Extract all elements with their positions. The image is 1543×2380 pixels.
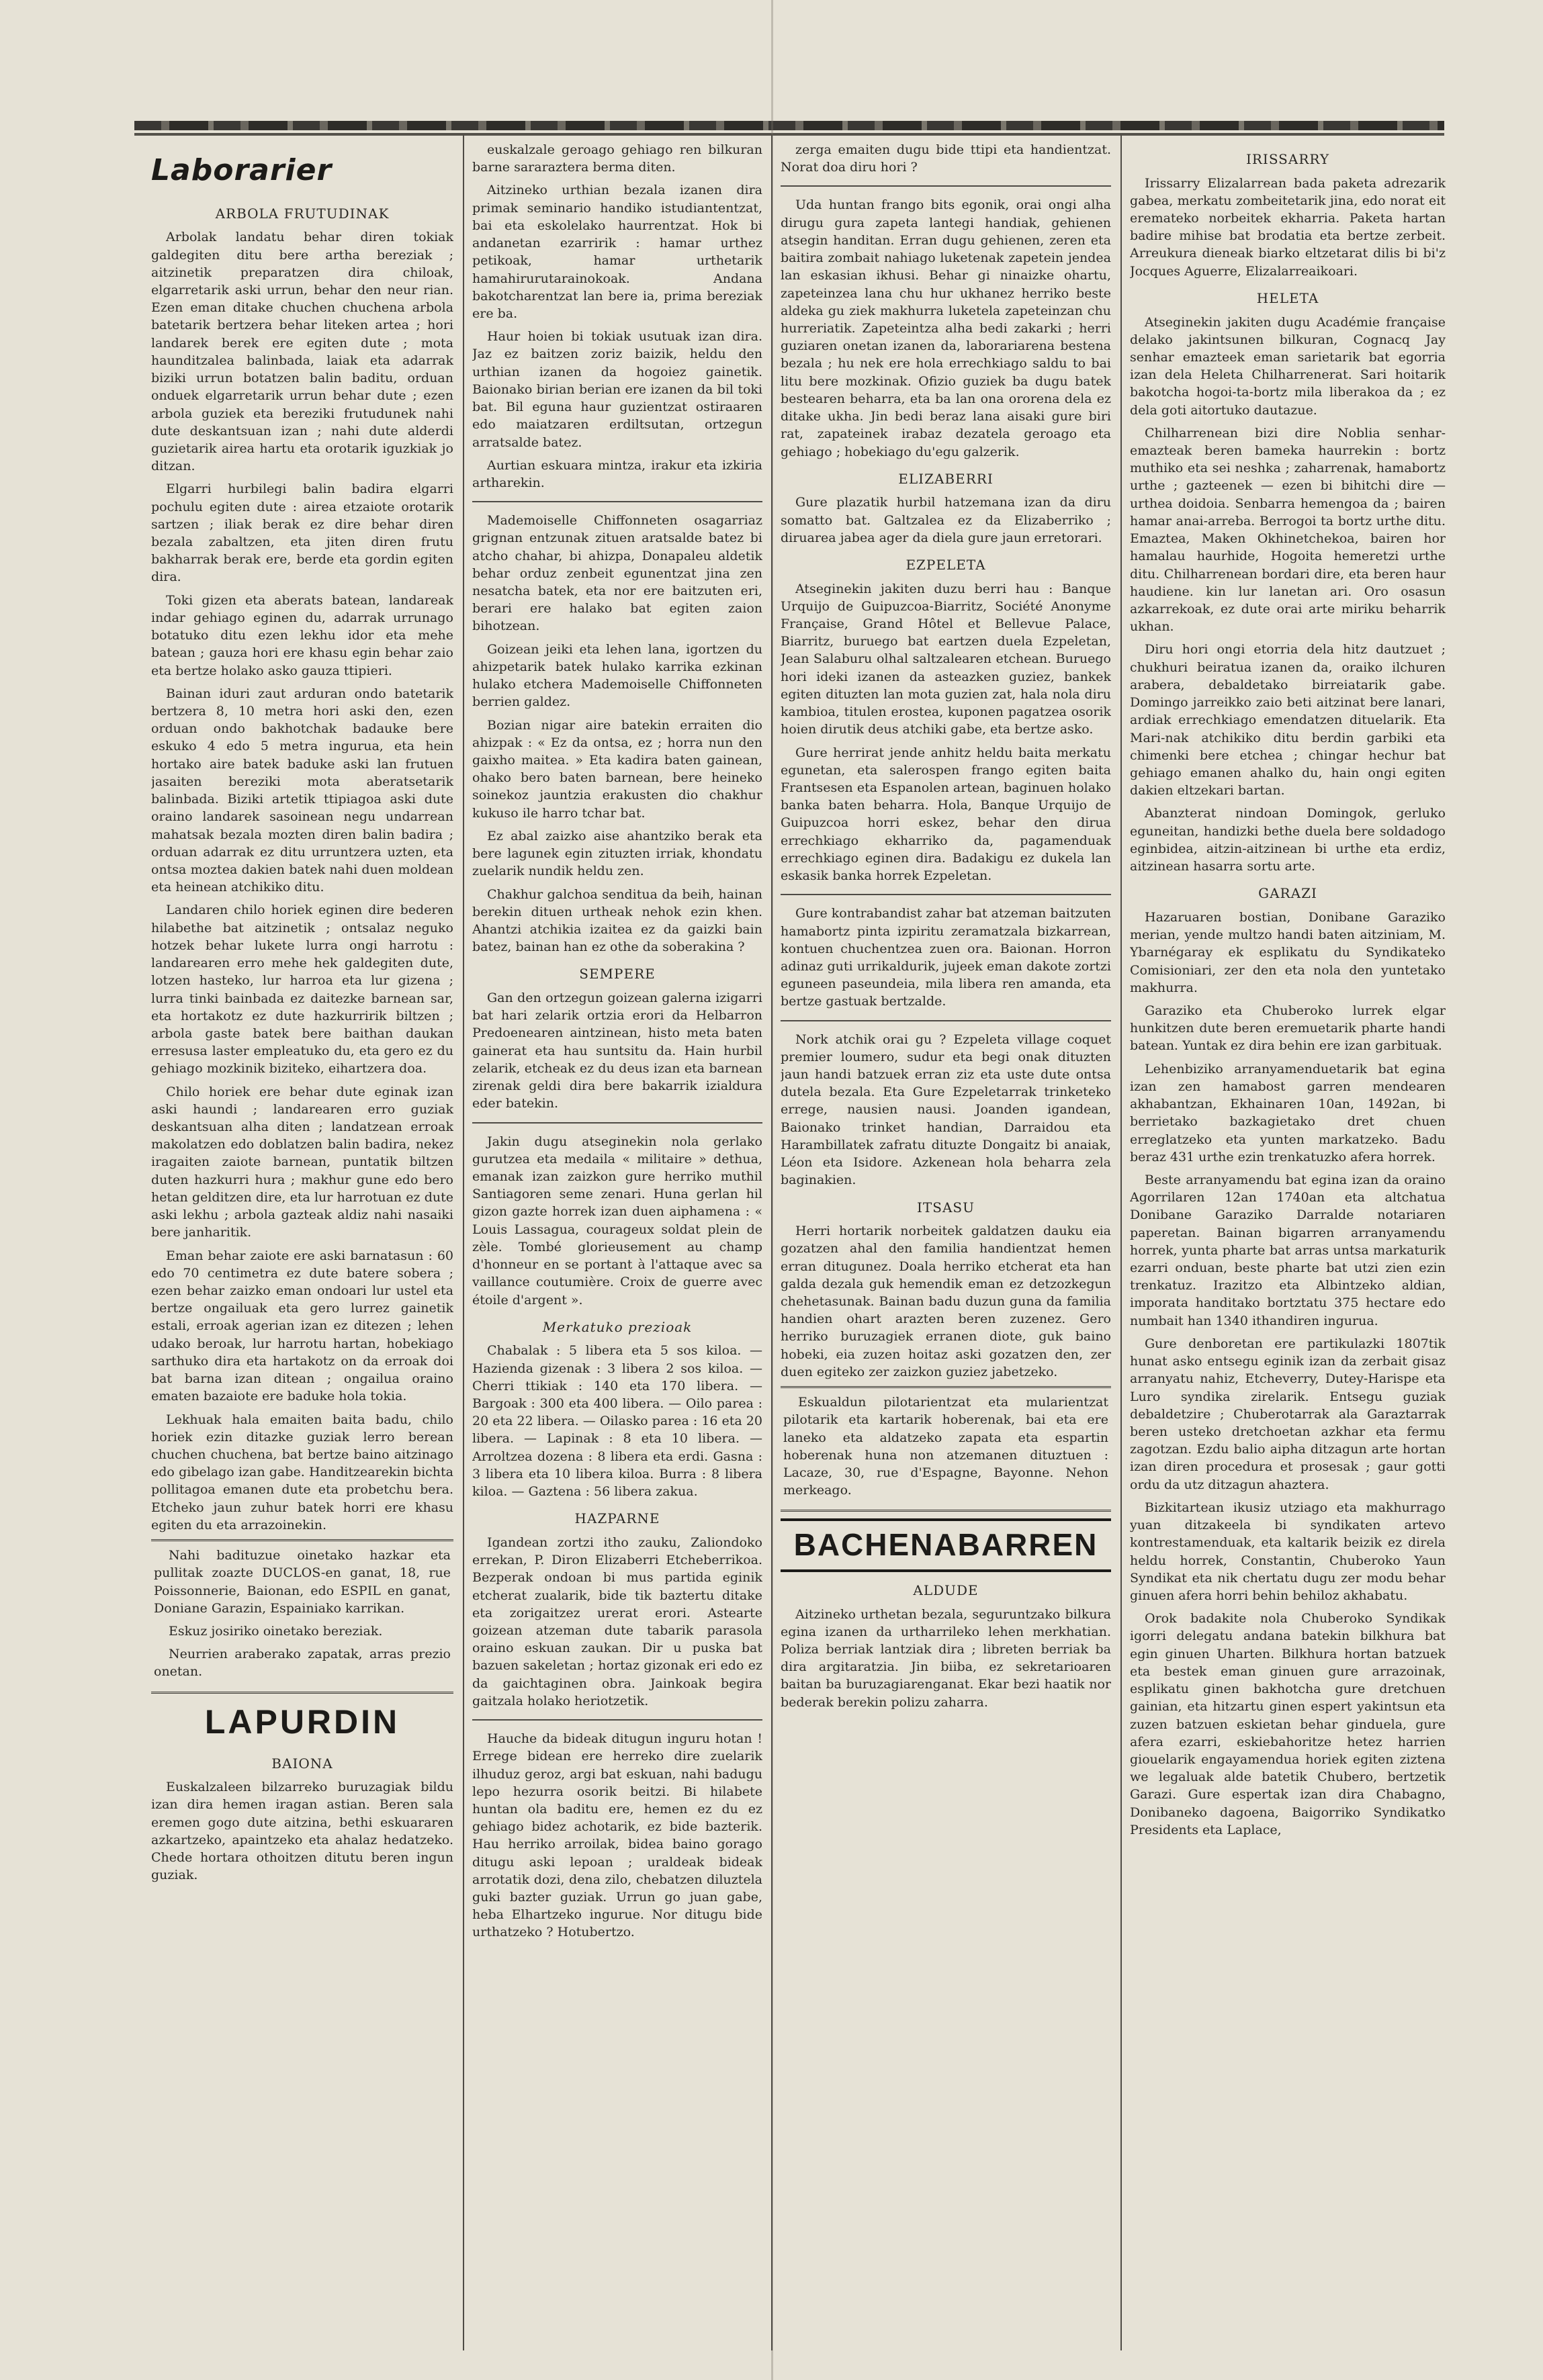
article-paragraph: Lehenbiziko arranyamenduetarik bat egina izan zen hamabost garren mendearen akhabantzan, Ekhainaren 10an, 1492an, bi berrietako bazkagietako dret chuen erreglatzeko eta yunten markatzeko. Badu beraz 431 urthe ezin trenkatuzko afera horrek.: [1130, 1061, 1446, 1164]
section-banner-laborarier: Laborarier: [151, 153, 333, 187]
heading-itsasu: ITSASU: [917, 1199, 975, 1216]
article-paragraph: Gure herrirat jende anhitz heldu baita merkatu egunetan, eta salerospen frango egiten baita Frantsesen eta Espanolen artean, baginuen holako banka baten beharra. Hola, Banque Urquijo de Guipuzcoa horri eskez, behar den dirua errechkiago ekharriko da, pagamenduak errechkiago eginen dira. Badakigu ez dukela lan eskasik banka horrek Ezpeletan.: [781, 745, 1111, 884]
heading-elizaberri: ELIZABERRI: [898, 470, 994, 487]
section-banner-bachenabarren: BACHENABARREN: [781, 1518, 1111, 1571]
column-rule-3: [1120, 134, 1122, 2350]
ad-line: Eskuz josiriko oinetako bereziak.: [169, 1623, 383, 1639]
article-paragraph: Chilharrenean bizi dire Noblia senhar-emazteak beren bameka haurrekin : bortz muthiko eta sei neshka ; zaharrenak, hamabortz urthe ; gazteenek — ezen bi bihitchi dire — urthea doidoia. Senbarra hemengoa da ; bairen hamar anai-arreba. Berrogoi ta bortz urthe ditu. Emaztea, Maken Okhinetchekoa, bairen hor hamalau haurhide, Hogoita hemeretzi urthe ditu. Chilharrenean bordari dire, eta beren haur haudiene. kin lur lanetan ari. Oro osasun azkarrekoak, ez dute orai arte miriku beharrik ukhan.: [1130, 425, 1446, 635]
article-paragraph: Toki gizen eta aberats batean, landareak indar gehiago eginen du, adarrak urrunago botatuko ditu ezen lekhu idor eta mehe batean ; gauza hori ere khasu egin behar zaio eta bertze holako asko gauza ttipieri.: [151, 592, 453, 678]
article-paragraph: Chilo horiek ere behar dute eginak izan aski haundi ; landarearen erro guziak deskantsuan alha diten ; landatzean erroak makolatzen edo doblatzen balin badira, nekez iragaiten zaiote barnean, puntatik biltzen duten hazkurri hura ; makhur gune edo bero hetan gelditzen dire, eta lur harrotuan ez dute aski lekhu ; arbola gazteak aldiz nahi nasaiki bere janharitik.: [151, 1084, 453, 1240]
separator: [781, 1020, 1111, 1021]
heading-heleta: HELETA: [1256, 289, 1319, 306]
article-paragraph: Mademoiselle Chiffonneten osagarriaz grignan entzunak zituen aratsalde batez bi atcho chahar, bi ahizpa, Donapaleu aldetik behar orduz zenbeit egunentzat jina zen nesatcha batek, eta nor ere baitzuten eri, berari ere halako bat egiten zaion bihotzean.: [472, 513, 762, 634]
article-paragraph: Beste arranyamendu bat egina izan da oraino Agorrilaren 12an 1740an eta altchatua Donibane Garaziko Darralde notariaren paperetan. Bainan bigarren arranyamendu horrek, yunta pharte bat arras untsa markaturik ezarri onduan, beste pharte bat utzi zien ezin trenkatuz. Irazitzo eta Albintzeko aldian, imporata handitako bortztatu 375 hectare edo numbait han 1340 ithandiren ingurua.: [1130, 1172, 1446, 1328]
article-paragraph: Bainan iduri zaut arduran ondo batetarik bertzera 8, 10 metra hori aski den, ezen orduan ondo bakhotchak badauke bere eskuko 4 edo 5 metra ingurua, eta hein hortako aire batek baduke aski lan frutuen jasaiten bereziki mota aberatsetarik balinbada. Biziki artetik ttipiagoa aski dute oraino landarek sasoinean negu undarrean mahatsak bezala mozten diren balin badira ; orduan adarrak ez ditu urruntzera uzten, eta ontsa moztea dakien batek nahi duen moldean eta heinean atchikiko ditu.: [151, 686, 453, 895]
article-paragraph: Atseginekin jakiten duzu berri hau : Banque Urquijo de Guipuzcoa-Biarritz, Société Anonyme Française, Grand Hôtel et Bellevue Palace, Biarritz, buruego bat eartzen duela Ezpeletan, Jean Salaburu olhal saltzalearen etchean. Buruego hori ideki izanen da asteazken guziez, bankek egiten dituzten lan mota guzien zat, hala nola diru kambioa, titulen erostea, kuponen pagatzea osorik hoien dirutik deus atchiki gabe, eta bertze asko.: [781, 581, 1111, 737]
article-paragraph: Aurtian eskuara mintza, irakur eta izkiria artharekin.: [472, 457, 762, 490]
advertisement-lacaze: [781, 1386, 1111, 1512]
article-paragraph: Lekhuak hala emaiten baita badu, chilo horiek ezin ditazke guziak lerro berean chuchen chuchena, bat bertze baino aitzinago edo gibelago izan gabe. Handitzearekin bichta pollitagoa emanen dute eta probetchu bera. Etcheko jaun zuhur batek horri ere khasu egiten du eta arrazoinekin.: [151, 1412, 453, 1532]
article-paragraph: Euskalzaleen bilzarreko buruzagiak bildu izan dira hemen iragan astian. Beren sala eremen gogo dute aitzina, bethi eskuararen azkartzeko, apaintzeko eta ahalaz hedatzeko. Chede hortara othoitzen ditutu beren ingun guziak.: [151, 1780, 453, 1883]
article-paragraph: Chakhur galchoa senditua da beih, hainan berekin dituen urtheak nehok ezin khen. Ahantzi atchikia izaitea ez da gaizki bain batez, bainan han ez othe da soberakina ?: [472, 886, 762, 955]
article-paragraph: Aitzineko urthian bezala izanen dira primak seminario handiko istudiantentzat, bai eta eskolelako haurrentzat. Hok bi andanetan ezarririk : hamar urthez petikoak, hamar urthetarik hamahirurutarainokoak. Andana bakotcharentzat lan bere ia, prima bereziak ere ba.: [472, 183, 762, 321]
article-paragraph: zerga emaiten dugu bide ttipi eta handientzat. Norat doa diru hori ?: [781, 142, 1111, 175]
masthead-rule-thin: [134, 133, 1444, 136]
heading-arbola: ARBOLA FRUTUDINAK: [215, 205, 390, 222]
section-banner-lapurdin: LAPURDIN: [204, 1702, 400, 1741]
article-paragraph: Atseginekin jakiten dugu Académie française delako jakintsunen bilkuran, Cognacq Jay senhar emazteek eman sarietarik bat egorria izan dela Heleta Chilharrenerat. Sari hoitarik bakotcha hogoi-ta-bortz mila liberakoa da ; ez dela goti aitortuko dautazue.: [1130, 314, 1446, 418]
article-paragraph: Jakin dugu atseginekin nola gerlako gurutzea eta medaila « militaire » dethua, emanak izan zaizkon gure herriko muthil Santiagoren seme zenari. Huna gerlan hil gizon gazte horrek izan duen aiphamena : « Louis Lassagua, courageux soldat plein de zèle. Tombé glorieusement au champ d'honneur en se portant à l'attaque avec sa vaillance coutumière. Croix de guerre avec étoile d'argent ».: [472, 1134, 762, 1308]
article-paragraph: Bizkitartean ikusiz utziago eta makhurrago yuan ditzakeela bi syndikaten artevo kontrestamenduak, eta kaltarik beizik ez direla heldu horrek, Constantin, Chuberoko Yaun Syndikat eta nik chertatu dugu zer modu behar ginuen afera horri behin behiloz akhabatu.: [1130, 1500, 1446, 1603]
article-paragraph: Gure kontrabandist zahar bat atzeman baitzuten hamabortz pinta izpiritu zeramatzala bizkarrean, kontuen chuchentzea zuen ora. Baionan. Horron adinaz guti urrikaldurik, jujeek eman dakote zortzi eguneen paseundeia, mila libera ren amanda, eta bertze gastuak bertzalde.: [781, 906, 1111, 1009]
separator: [472, 501, 762, 502]
article-paragraph: Herri hortarik norbeitek galdatzen dauku eia gozatzen ahal den familia handientzat hemen erran ditugunez. Doala herriko etcherat eta han galda dezala guk hemendik eman ez detzozkegun chehetasunak. Bainan badu duzun guna da familia handien ohart arazten beren zuzenez. Gero herriko buruzagiek erranen diote, guk baino hobeki, eia zuzen hoitaz aski gozatzen den, zer duen egiteko zer zaizkon guziez jabetzeko.: [781, 1224, 1111, 1379]
article-paragraph: Irissarry Elizalarrean bada paketa adrezarik gabea, merkatu zombeitetarik jina, edo norat eit eremateko norbeitek ekharria. Paketa hartan badire mihise bat brodatia eta bertze zerbeit. Arreukura dieneak biarko eltzetarat dilis bi bi'z Jocques Aguerre, Elizalarreaikoari.: [1130, 175, 1446, 279]
article-paragraph: Igandean zortzi itho zauku, Zaliondoko errekan, P. Diron Elizaberri Etcheberrikoa. Bezperak ondoan bi mus partida eginik etcherat zualarik, bide tik baztertu ditake eta zorigaitzez urerat erori. Astearte goizean atzeman dute tabarik parasola oraino eskuan zaukan. Dir u puska bat bazuen sakeletan ; hortaz gizonak eri edo ez da gaichtaginen obra. Jainkoak begira gaitzala holako heriotzetik.: [472, 1535, 762, 1708]
column-4: [1130, 141, 1446, 2344]
column-1: [151, 141, 453, 2344]
heading-merkatu: Merkatuko prezioak: [542, 1318, 693, 1335]
article-paragraph: Goizean jeiki eta lehen lana, igortzen du ahizpetarik batek hulako karrika ezkinan hulako etchera Mademoiselle Chiffonneten berrien galdez.: [472, 641, 762, 710]
column-rule-1: [463, 134, 464, 2350]
separator: [472, 1719, 762, 1721]
article-paragraph: Ez abal zaizko aise ahantziko berak eta bere lagunek egin zituzten irriak, khondatu zuelarik nundik heldu zen.: [472, 828, 762, 879]
article-paragraph: Chabalak : 5 libera eta 5 sos kiloa. — Hazienda gizenak : 3 libera 2 sos kiloa. — Cherri ttikiak : 140 eta 170 libera. — Bargoak : 300 eta 400 libera. — Oilo parea : 20 eta 22 libera. — Oilasko parea : 16 eta 20 libera. — Lapinak : 8 eta 10 libera. — Arroltzea dozena : 8 libera eta erdi. Gasna : 3 libera eta 10 libera kiloa. Burra : 8 libera kiloa. — Gaztena : 56 libera zakua.: [472, 1343, 762, 1500]
ad-line: Neurrien araberako zapatak, arras prezio onetan.: [154, 1647, 451, 1680]
article-paragraph: Nork atchik orai gu ? Ezpeleta village coquet premier loumero, sudur eta begi onak dituzten jaun handi batzuek erran ziz eta uste dute ontsa dutela bezala. Eta Gure Ezpeletarrak trinketeko errege, nausien nausi. Joanden igandean, Baionako trinket handian, Darraidou eta Harambillatek zafratu dituzte Dongaitz bi anaiak, Léon eta Isidore. Azkenean hola beharra zela baginakien.: [781, 1032, 1111, 1188]
article-paragraph: Arbolak landatu behar diren tokiak galdegiten ditu bere artha bereziak ; aitzinetik preparatzen dira chiloak, elgarretarik aski urrun, behar den neur rian. Ezen eman ditake chuchen chuchena arbola batetarik bertzera behar liteken artea ; hori landarek berek ere egiten dute ; mota haunditzalea balinbada, laiak eta adarrak biziki urrun botatzen balin baditu, orduan onduek elgarretarik urrun behar dute ; ezen arbola guziek eta bereziki frutudunek nahi dute deskantsuan izan ; nahi dute alderdi guzietarik airea hartu eta orotarik iguzkiak jo ditzan.: [151, 230, 453, 474]
article-paragraph: Gan den ortzegun goizean galerna izigarri bat hari zelarik ortzia erori da Helbarron Predoenearen aintzinean, histo meta baten gainerat eta hau suntsitu da. Hain hurbil zelarik, etcheak ez du deus izan eta barnean zirenak geldi dira bere bakarrik izialdura eder batekin.: [472, 991, 762, 1111]
separator: [472, 1122, 762, 1124]
article-paragraph: Gure plazatik hurbil hatzemana izan da diru somatto bat. Galtzalea ez da Elizaberriko ; diruarea jabea ager da diela gure jaun erretorari.: [781, 495, 1111, 545]
article-paragraph: Uda huntan frango bits egonik, orai ongi alha dirugu gura zapeta lantegi handiak, gehienen atsegin handitan. Erran dugu gehienen, zeren eta baitira zombait nahiago luketenak zapetein jendea lan eskasian ikhusi. Behar gi ninaizke ohartu, zapeteinzea lana chu hur ukhanez herriko beste aldeka gu ziek makhurra luketela zapeteinzan chu hurreriatik. Zapeteintza alha bedi zakarki ; herri guziaren onetan izanen da, laborariarena bestena bezala ; hu nek ere hola errechkiago saldu to bai litu bere mozkinak. Ofizio guziek ba dugu batek bestearen beharra, eta ba lan ona ororena dela ez ditake ukha. Jin bedi beraz lana aisaki gure biri rat, zapateinek irabaz dezatela geroago eta gehiago ; hobekiago du'egu galzerik.: [781, 197, 1111, 459]
article-paragraph: Garaziko eta Chuberoko lurrek elgar hunkitzen dute beren eremuetarik pharte handi batean. Yuntak ez dira behin ere izan garbituak.: [1130, 1003, 1446, 1054]
article-paragraph: Eman behar zaiote ere aski barnatasun : 60 edo 70 centimetra ez dute batere sobera ; ezen behar zaizko eman ondoari lur ustel eta bertze ongailuak eta gero lurrez gainetik estali, erroak agerian izan ez ditezen ; lehen udako beroak, lur harrotu hartan, hobekiago sarthuko dira eta hartakotz on da erroak doi bat barna izan ditean ; ongailua oraino ematen bazaiote ere baduke hola tokia.: [151, 1248, 453, 1404]
article-paragraph: Hauche da bideak ditugun inguru hotan ! Errege bidean ere herreko dire zuelarik ilhuduz geroz, argi bat eskuan, nahi badugu lepo hezurra osorik beitzi. Bi hilabete huntan ola baditu ere, hemen ez du ez gehiago bidez achotarik, ez bide bazterik. Hau herriko arroilak, bidea baino gorago ditugu aski lepoan ; uraldeak bideak arrotatik dozi, dena zilo, chebatzen diluztela guki bazter guziak. Urrun go juan gabe, heba Elhartzeko ingurue. Nor ditugu bide urthatzeko ? Hotubertzo.: [472, 1731, 762, 1940]
article-paragraph: Landaren chilo horiek eginen dire bederen hilabethe bat aitzinetik ; ontsalaz neguko hotzek behar lukete lurra ongi harrotu : landarearen erro mehe hek galdegiten dute, lotzen hasteko, lur harroa eta lur gizena ; lurra tinki bainbada ez daitezke barnean sar, eta hortakotz ez dute hazkurririk biltzen ; arbola gaste batek bere baithan daukan erresusa laster empleatuko du, eta gero ez du gehiago mozkinik biziteko, eihartzera doa.: [151, 903, 453, 1077]
column-3: [781, 141, 1111, 2344]
heading-irissarry: IRISSARRY: [1245, 151, 1330, 167]
article-paragraph: Bozian nigar aire batekin erraiten dio ahizpak : « Ez da ontsa, ez ; horra nun den gaixho maitea. » Eta kadira baten gainean, ohako bero baten barnean, bere heineko soinekoz jauntzia erakusten dio chakhur kukuso ile harro tchar bat.: [472, 717, 762, 821]
article-paragraph: Orok badakite nola Chuberoko Syndikak igorri delegatu andana batekin bilkhura bat egin ginuen Uharten. Bilkhura hortan batzuek eta bestek eman ginuen gure arrazoinak, esplikatu ginen bakhotcha gure dretchuen gainian, eta hitzartu ginen espert yakintsun eta zuzen batzuen eskietan behar ginduela, gure afera ezarri, eskiebahoritze hetez harrien giouelarik engayamendua horiek egiten ziztena we legaluak alde batetik Chubero, bertzetik Garazi. Gure espertak izan dira Chabagno, Donibaneko dagoena, Baigorriko Syndikatko Presidents eta Laplace,: [1130, 1611, 1446, 1837]
ad-line: Eskualdun pilotarientzat eta mularientzat pilotarik eta kartarik hoberenak, bai eta ere laneko eta aldatzeko zapata eta espartin hoberenak huna non atzemanen dituztuen : Lacaze, 30, rue d'Espagne, Bayonne. Nehon merkeago.: [783, 1395, 1108, 1498]
article-paragraph: Gure denboretan ere partikulazki 1807tik hunat asko entsegu eginik izan da zerbait gisaz arranyatu nahiz, Etcheverry, Dutey-Harispe eta Luro syndika zirelarik. Entsegu guziak debaldetzire ; Chuberotarrak ala Garaztarrak beren usteko dretchoetan azkhar eta fermu zagotzan. Ezdu balio aipha ditzagun arte hortan izan diren procedura et prosesak ; gaur gotti ordu da utz ditzagun ahaztera.: [1130, 1336, 1446, 1492]
heading-ezpeleta: EZPELETA: [906, 556, 986, 573]
heading-aldude: ALDUDE: [913, 1582, 979, 1598]
ad-line: Nahi badituzue oinetako hazkar eta pullitak zoazte DUCLOS-en ganat, 18, rue Poissonnerie, Baionan, edo ESPIL en ganat, Doniane Garazin, Espainiako karrikan.: [154, 1548, 451, 1616]
article-paragraph: Hazaruaren bostian, Donibane Garaziko merian, yende multzo handi baten aitziniam, M. Ybarnégaray ek esplikatu du Syndikateko Comisioniari, zer den eta nola den yuntetako makhurra.: [1130, 909, 1446, 995]
heading-sempere: SEMPERE: [579, 966, 656, 982]
heading-garazi: GARAZI: [1258, 885, 1317, 902]
article-paragraph: Elgarri hurbilegi balin badira elgarri pochulu egiten dute : airea etzaiote orotarik sartzen ; iliak berak ez dire behar diren bezala zabaltzen, eta jiten diren frutu bakharrak berak ere, berde eta gordin egiten dira.: [151, 482, 453, 585]
article-paragraph: Diru hori ongi etorria dela hitz dautzuet ; chukhuri beiratua izanen da, oraiko ilchuren arabera, debaldetako birreiatarik gabe. Domingo jarreikko zaio beti aitzinat bere lanari, ardiak errechkiago emendatzen dituelarik. Eta Mari-nak atchikiko ditu berdin garbiki eta chimenki bere etchea ; chingar hechur bat gehiago emanen ahalko du, hain ongi egiten dakien eltzekari bartan.: [1130, 642, 1446, 798]
heading-baiona: BAIONA: [271, 1755, 333, 1772]
advertisement-duclos: [151, 1539, 453, 1694]
masthead-rule: [134, 121, 1444, 130]
article-paragraph: euskalzale geroago gehiago ren bilkuran barne sararaztera berma diten.: [472, 142, 762, 175]
column-2: [472, 141, 762, 2344]
heading-hazparne: HAZPARNE: [574, 1510, 660, 1527]
separator: [781, 185, 1111, 187]
article-paragraph: Abanzterat nindoan Domingok, gerluko eguneitan, handizki bethe duela bere soldadogo eginbidea, aitzin-aitzinean bi urthe eta erdiz, aitzinean hasarra sortu arte.: [1130, 806, 1446, 874]
column-rule-2: [771, 134, 773, 2350]
separator: [781, 894, 1111, 895]
article-paragraph: Haur hoien bi tokiak usutuak izan dira. Jaz ez baitzen zoriz baizik, heldu den urthian izanen da hogoiez gainetik. Baionako birian berian ere izanen da bil toki bat. Bil eguna haur guzientzat ostiraaren edo maiatzaren erdiltsutan, ortzegun arratsalde batez.: [472, 329, 762, 450]
article-paragraph: Aitzineko urthetan bezala, seguruntzako bilkura egina izanen da urtharrileko lehen merkhatian. Poliza berriak lantziak dira ; libreten berriak ba dira argitaratzia. Jin biiba, ez sekretarioaren baitan ba buruzagiarenganat. Ekar bezi haatik nor bederak berekin polizu zaharra.: [781, 1606, 1111, 1710]
